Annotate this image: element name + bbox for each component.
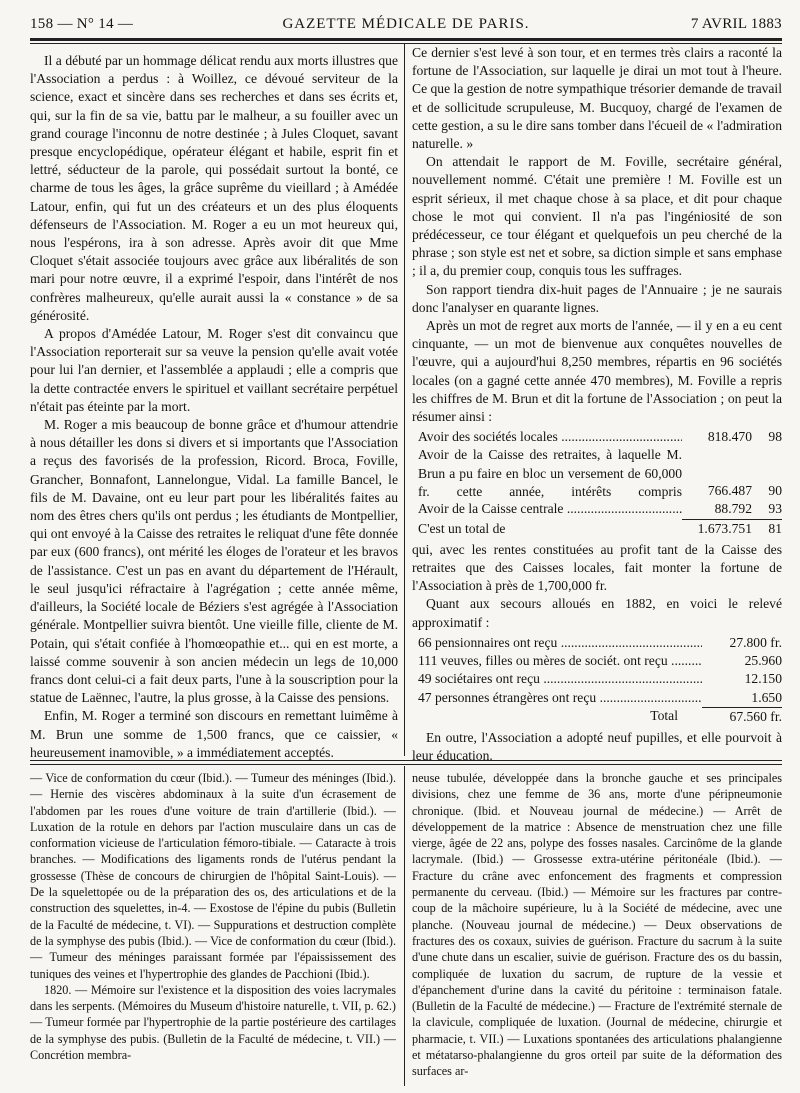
row-label: Avoir de la Caisse des retraites, à laquelle M. Brun a pu faire en bloc un versement de 60,000 fr. cette année, intérêts compris ..... [418,446,682,500]
row-amount: 12.150 [744,671,782,687]
row-cents: 90 [768,483,782,499]
row-francs: 88.792 [714,501,752,517]
row-label: Avoir des sociétés locales ..... [418,428,682,446]
issue-date: 7 AVRIL 1883 [690,16,782,32]
relief-table [418,634,782,726]
header-rule-thick [30,38,782,41]
row-label: 47 personnes étrangères ont reçu ..... [418,689,702,707]
left-column [30,52,398,762]
row-label: 111 veuves, filles ou mères de sociét. ont reçu ..... [418,652,702,670]
paragraph: A propos d'Amédée Latour, M. Roger s'est dit convaincu que l'Association reporterait sur sa veuve la pension qu'elle avait votée pour lui l'an dernier, et l'assemblée a applaudi ; elle a compris que la dette contractée envers le spirituel et vaillant secrétaire perpétuel n'était pas éteinte par la mort. [30,326,398,414]
column-divider [404,766,405,1086]
right-column [412,44,782,765]
section-rule [30,760,782,761]
running-header [30,12,782,36]
paragraph: — Vice de conformation du cœur (Ibid.). — Tumeur des méninges (Ibid.). — Hernie des viscères abdominaux à la suite d'un écrasement de l'abdomen par les roues d'une voiture de train d'artillerie (Ibid.). — Luxation de la rotule en dehors par l'action musculaire dans un cas de conformation vicieuse de l'articulation fémoro-tibiale. — Cataracte à trois branches. — Modifications des ligaments ronds de l'utérus pendant la grossesse (Thèse de concours de chirurgien de l'hôpital Saint-Louis). — De la squelettopée ou de la préparation des os, des articulations et de la construction des squelettes, in-4. — Exostose de l'épine du pubis (Bulletin de la Faculté de médecine, t. VI). — Suppurations et destruction complète de la symphyse des pubis (Ibid.). — Vice de conformation du cœur (Ibid.). — Tumeur des méninges paraissant formée par l'épaississement des tuniques des veines et l'hypertrophie des glandes de Pacchioni (Ibid.). [30,771,396,981]
paragraph: Ce dernier s'est levé à son tour, et en termes très clairs a raconté la fortune de l'Association, sur laquelle je dirai un mot tout à l'heure. Ce que la gestion de notre sympathique trésorier demande de travail et de sollicitude scrupuleuse, M. Bucquoy, chargé de l'examen de cette gestion, a su le dire sans tomber dans l'écueil de « l'admiration naturelle. » [412,45,782,152]
row-amount: 27.800 fr. [729,634,782,650]
paragraph: M. Roger a mis beaucoup de bonne grâce et d'humour attendrie à nous détailler les dons si divers et si importants que l'Association a reçus des favorisés de la profession, Ricord. Broca, Foville, Grancher, Bonnafont, Lannelongue, Vidal. La famille Bancel, le fils de M. Davaine, ont eu leur part pour les libéralités faites au nom des êtres chers qu'ils ont perdus ; les étudiants de Montpellier, qui ont envoyé à la Caisse des retraites le reliquat d'une fête donnée par eux (600 francs), ont mérité les éloges de l'orateur et les bravos de l'assistance. C'est un pas en avant du département de l'Hérault, le seul jusqu'ici réfractaire à l'agrégation ; cette année même, d'ailleurs, la Société locale de Béziers s'est agrégée à l'Association générale. Montpellier suivra bientôt. Une vieille fille, cliente de M. Potain, qui s'était confiée à l'homœopathie et... qui en est morte, a laissé comme souvenir à son ancien médecin un legs de 10,000 francs dont celui-ci a fait deux parts, l'une à la souscription pour la statue de Laënnec, l'autre, la plus grosse, à la Caisse des pensions. [30,417,398,706]
total-francs: 1.673.751 [682,519,752,538]
row-label: Avoir de la Caisse centrale ..... [418,500,682,518]
fortune-table [418,428,782,538]
paragraph: Il a débuté par un hommage délicat rendu aux morts illustres que l'Association a perdus : à Woillez, ce dévoué serviteur de la science, exact et sincère dans ses recherches et dans ses écrits et, qui, sur la fin de sa vie, battu par le malheur, a su fouiller avec un grand courage l'inconnu de notre destinée ; à Jules Cloquet, savant presque encyclopédique, opérateur élégant et habile, esprit fin et lettré, séducteur de la parole, qui possédait surtout la bonté, ce charme de tous les âges, la grâce suprême du vieillard ; à Amédée Latour, enfin, qui fut un des créateurs et un des plus éloquents défenseurs de l'Association. M. Roger a eu un mot heureux qui, nous l'espérons, ira à son adresse. Après avoir dit que Mme Cloquet s'était associée toujours avec grâce aux libéralités de son mari pour notre œuvre, il a exprimé l'espoir, dans l'intérêt de nos confrères malheureux, qu'elle aurait aussi la « constance » de sa générosité. [30,53,398,323]
journal-title: GAZETTE MÉDICALE DE PARIS. [282,16,530,32]
total-label: C'est un total de [418,520,506,536]
column-divider [404,44,405,756]
table-row [418,670,782,688]
total-label: Total [650,707,678,723]
paragraph: 1820. — Mémoire sur l'existence et la disposition des voies lacrymales dans les serpents. (Mémoires du Museum d'histoire naturelle, t. VII, p. 62.) — Tumeur formée par l'hypertrophie de la partie postérieure des cartilages de la symphyse des pubis. (Bulletin de la Faculté de médecine, t. VII.) — Concrétion membra- [30,982,396,1063]
table-row [418,652,782,670]
row-francs: 818.470 [707,429,752,445]
total-cents: 81 [752,519,782,538]
page-number: 158 — N° 14 — [30,16,134,32]
total-amount: 67.560 fr. [702,707,782,726]
row-cents: 93 [768,501,782,517]
paragraph: En outre, l'Association a adopté neuf pupilles, et elle pourvoit à leur éducation. [412,729,782,764]
row-amount: 25.960 [744,653,782,669]
table-total-row [418,519,782,538]
section-rule [30,764,782,765]
paragraph: Enfin, M. Roger a terminé son discours en remettant luimême à M. Brun une somme de 1,500 francs, que ce caissier, « heureusement inamovible, » a immédiatement acceptés. [30,708,398,760]
paragraph: Quant aux secours alloués en 1882, en voici le relevé approximatif : [412,596,782,630]
row-label: 66 pensionnaires ont reçu ..... [418,634,702,652]
paragraph: neuse tubulée, développée dans la bronche gauche et ses principales divisions, chez une femme de 36 ans, morte d'une péripneumonie chronique. (Ibid. et Nouveau journal de médecine.) — Arrêt de développement de la matrice : Absence de menstruation chez une fille vierge, âgée de 22 ans, polype des fosses nasales. Carcinôme de la glande lacrymale. (Ibid.) — Grossesse extra-utérine péritonéale (Ibid.). — Fracture du crâne avec enfoncement des fragments et compression permanente du cerveau. (Ibid.) — Mémoire sur les fractures par contre-coup de la mâchoire supérieure, lu à la Société de médecine, avec une planche. (Nouveau journal de médecine.) — Deux observations de fractures des os coxaux, suivies de guérison. Fracture du sacrum à la suite d'une chute dans un escalier, suivie de guérison. Fracture des os du bassin, compliquée de luxation du sacrum, de rupture de la vessie et d'épanchement d'urine dans la cavité du péritoine : terminaison fatale. (Bulletin de la Faculté de médecine.) — Fracture de l'extrémité sternale de la clavicule, compliquée de luxation. (Journal de médecine, chirurgie et pharmacie, t. VII.) — Luxations spontanées des articulations phalangienne et métatarso-phalangienne du gros orteil par suite de la déformation des surfaces ar- [412,771,782,1079]
paragraph: qui, avec les rentes constituées au profit tant de la Caisse des retraites que des Caisses locales, fait monter la fortune de l'Association à près de 1,700,000 fr. [412,541,782,594]
paragraph: On attendait le rapport de M. Foville, secrétaire général, nouvellement nommé. C'était une première ! M. Foville est un esprit sérieux, il met chaque chose à sa place, et dit pour chaque chose le mot qui convient. Il n'a pas l'ingéniosité de son prédécesseur, ce tour élégant et quelquefois un peu cherché de la phrase ; son style est net et sobre, sa diction simple et sans emphase ; il a, du premier coup, conquis tous les suffrages. [412,154,782,279]
table-row [418,500,782,518]
table-row [418,634,782,652]
table-total-row [418,707,782,726]
bibliography-right [412,770,782,1080]
table-row [418,446,782,500]
paragraph: Après un mot de regret aux morts de l'année, — il y en a eu cent cinquante, — un mot de bienvenue aux conquêtes nouvelles de l'œuvre, qui a aujourd'hui 8,250 membres, répartis en 96 sociétés locales (on a gagné cette année 470 membres), M. Foville a repris les chiffres de M. Brun et dit la fortune de l'Association ; on peut la résumer ainsi : [412,318,782,425]
bibliography-left [30,770,396,1063]
table-row [418,689,782,707]
table-row [418,428,782,446]
row-cents: 98 [768,429,782,445]
row-amount: 1.650 [751,689,782,705]
paragraph: Son rapport tiendra dix-huit pages de l'Annuaire ; je ne saurais donc l'analyser en quarante lignes. [412,281,782,315]
row-francs: 766.487 [707,483,752,499]
row-label: 49 sociétaires ont reçu ..... [418,670,702,688]
